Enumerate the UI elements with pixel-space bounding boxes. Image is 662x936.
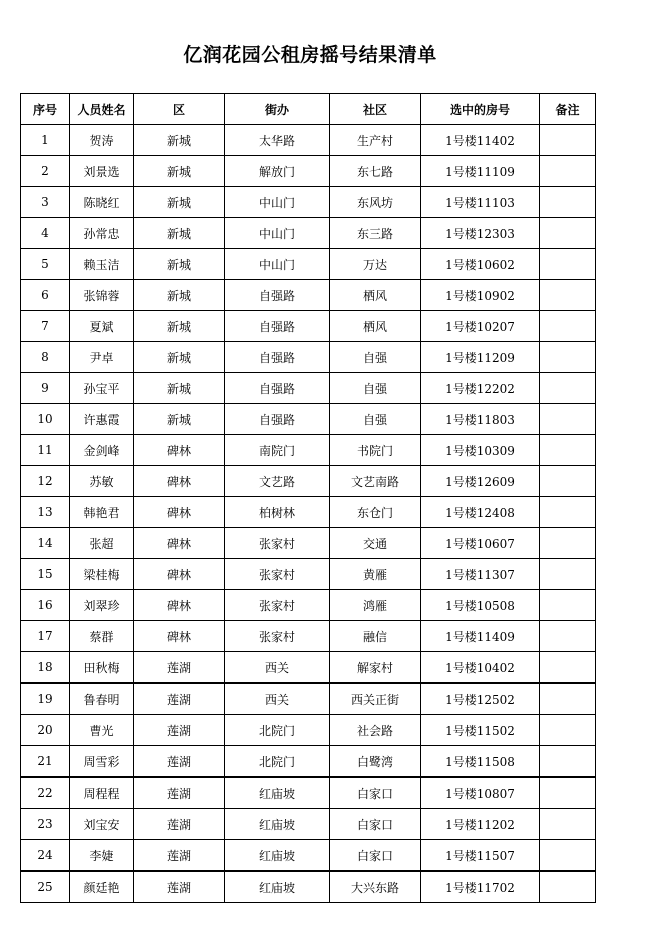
cell-room: 1号楼12502 [421,683,540,715]
cell-name: 颜廷艳 [70,871,134,903]
column-header-room: 选中的房号 [421,94,540,125]
cell-room: 1号楼11507 [421,840,540,872]
cell-name: 周程程 [70,777,134,809]
cell-note [540,528,596,559]
cell-number: 1 [21,125,70,156]
cell-district: 莲湖 [134,777,225,809]
cell-community: 西关正街 [330,683,421,715]
table-row [21,871,596,903]
cell-number: 25 [21,871,70,903]
cell-note [540,342,596,373]
column-header-note: 备注 [540,94,596,125]
cell-name: 蔡群 [70,621,134,652]
table-row [21,187,596,218]
result-table [20,93,596,903]
cell-room: 1号楼12303 [421,218,540,249]
cell-name: 刘宝安 [70,809,134,840]
cell-note [540,621,596,652]
cell-district: 新城 [134,249,225,280]
cell-number: 9 [21,373,70,404]
cell-room: 1号楼11409 [421,621,540,652]
cell-note [540,435,596,466]
cell-note [540,497,596,528]
cell-street: 自强路 [225,280,330,311]
cell-community: 白家口 [330,777,421,809]
cell-community: 黄雁 [330,559,421,590]
cell-name: 李婕 [70,840,134,872]
cell-room: 1号楼10402 [421,652,540,684]
table-row [21,249,596,280]
cell-street: 中山门 [225,187,330,218]
cell-community: 大兴东路 [330,871,421,903]
cell-street: 张家村 [225,559,330,590]
cell-district: 新城 [134,280,225,311]
cell-name: 田秋梅 [70,652,134,684]
cell-community: 栖风 [330,280,421,311]
cell-room: 1号楼11508 [421,746,540,778]
cell-room: 1号楼10207 [421,311,540,342]
cell-name: 刘景选 [70,156,134,187]
cell-district: 新城 [134,342,225,373]
cell-community: 东仓门 [330,497,421,528]
cell-name: 韩艳君 [70,497,134,528]
column-header-number: 序号 [21,94,70,125]
cell-name: 贺涛 [70,125,134,156]
cell-street: 红庙坡 [225,840,330,872]
cell-room: 1号楼11702 [421,871,540,903]
cell-note [540,871,596,903]
cell-district: 碑林 [134,590,225,621]
table-row [21,466,596,497]
cell-community: 白家口 [330,840,421,872]
cell-district: 莲湖 [134,871,225,903]
cell-community: 白家口 [330,809,421,840]
cell-district: 莲湖 [134,746,225,778]
table-row [21,497,596,528]
cell-name: 许惠霞 [70,404,134,435]
table-row [21,809,596,840]
cell-number: 5 [21,249,70,280]
cell-street: 张家村 [225,528,330,559]
cell-community: 自强 [330,342,421,373]
cell-district: 碑林 [134,621,225,652]
cell-community: 东七路 [330,156,421,187]
cell-name: 夏斌 [70,311,134,342]
column-header-community: 社区 [330,94,421,125]
cell-room: 1号楼11103 [421,187,540,218]
cell-number: 10 [21,404,70,435]
cell-street: 柏树林 [225,497,330,528]
cell-number: 15 [21,559,70,590]
cell-street: 西关 [225,652,330,684]
cell-name: 曹光 [70,715,134,746]
cell-street: 太华路 [225,125,330,156]
cell-district: 新城 [134,373,225,404]
cell-number: 21 [21,746,70,778]
cell-community: 社会路 [330,715,421,746]
cell-district: 新城 [134,125,225,156]
cell-name: 孙宝平 [70,373,134,404]
cell-name: 金剑峰 [70,435,134,466]
cell-note [540,249,596,280]
cell-number: 2 [21,156,70,187]
cell-room: 1号楼10807 [421,777,540,809]
cell-name: 周雪彩 [70,746,134,778]
cell-number: 3 [21,187,70,218]
cell-street: 自强路 [225,342,330,373]
cell-name: 梁桂梅 [70,559,134,590]
cell-number: 20 [21,715,70,746]
cell-number: 4 [21,218,70,249]
cell-room: 1号楼11209 [421,342,540,373]
cell-note [540,125,596,156]
cell-street: 自强路 [225,404,330,435]
cell-number: 22 [21,777,70,809]
cell-district: 新城 [134,404,225,435]
table-row [21,683,596,715]
cell-name: 赖玉洁 [70,249,134,280]
cell-name: 张锦蓉 [70,280,134,311]
table-row [21,342,596,373]
cell-note [540,652,596,684]
cell-community: 东三路 [330,218,421,249]
table-row [21,590,596,621]
cell-number: 13 [21,497,70,528]
cell-district: 新城 [134,187,225,218]
cell-room: 1号楼10602 [421,249,540,280]
cell-number: 17 [21,621,70,652]
table-row [21,746,596,778]
cell-note [540,187,596,218]
cell-district: 碑林 [134,497,225,528]
table-row [21,156,596,187]
cell-name: 鲁春明 [70,683,134,715]
cell-district: 莲湖 [134,840,225,872]
cell-room: 1号楼10309 [421,435,540,466]
cell-district: 碑林 [134,435,225,466]
cell-street: 自强路 [225,373,330,404]
cell-community: 文艺南路 [330,466,421,497]
table-row [21,404,596,435]
cell-name: 陈晓红 [70,187,134,218]
cell-note [540,590,596,621]
cell-number: 19 [21,683,70,715]
cell-note [540,559,596,590]
cell-note [540,746,596,778]
table-row [21,311,596,342]
table-row [21,652,596,684]
table-row [21,715,596,746]
cell-number: 23 [21,809,70,840]
cell-number: 18 [21,652,70,684]
table-row [21,777,596,809]
cell-name: 张超 [70,528,134,559]
cell-district: 新城 [134,156,225,187]
cell-room: 1号楼12202 [421,373,540,404]
cell-room: 1号楼11402 [421,125,540,156]
cell-note [540,466,596,497]
cell-note [540,777,596,809]
column-header-street: 街办 [225,94,330,125]
cell-street: 红庙坡 [225,777,330,809]
cell-community: 万达 [330,249,421,280]
cell-number: 12 [21,466,70,497]
cell-note [540,156,596,187]
cell-name: 尹卓 [70,342,134,373]
table-row [21,218,596,249]
column-header-district: 区 [134,94,225,125]
table-row [21,840,596,872]
cell-number: 16 [21,590,70,621]
cell-district: 莲湖 [134,809,225,840]
cell-note [540,809,596,840]
cell-community: 鸿雁 [330,590,421,621]
cell-community: 书院门 [330,435,421,466]
cell-district: 莲湖 [134,683,225,715]
cell-community: 白鹭湾 [330,746,421,778]
cell-street: 张家村 [225,590,330,621]
cell-community: 自强 [330,404,421,435]
cell-street: 南院门 [225,435,330,466]
column-header-name: 人员姓名 [70,94,134,125]
cell-community: 解家村 [330,652,421,684]
table-header-row [21,94,596,125]
cell-note [540,311,596,342]
cell-name: 孙常忠 [70,218,134,249]
table-row [21,435,596,466]
cell-room: 1号楼10508 [421,590,540,621]
cell-note [540,373,596,404]
cell-street: 中山门 [225,249,330,280]
cell-district: 莲湖 [134,652,225,684]
table-row [21,528,596,559]
cell-street: 红庙坡 [225,809,330,840]
cell-district: 碑林 [134,528,225,559]
cell-street: 自强路 [225,311,330,342]
cell-street: 红庙坡 [225,871,330,903]
cell-room: 1号楼11803 [421,404,540,435]
cell-room: 1号楼11202 [421,809,540,840]
table-row [21,621,596,652]
table-row [21,559,596,590]
cell-street: 北院门 [225,715,330,746]
cell-number: 14 [21,528,70,559]
cell-community: 交通 [330,528,421,559]
cell-street: 解放门 [225,156,330,187]
cell-note [540,683,596,715]
cell-room: 1号楼11307 [421,559,540,590]
cell-note [540,404,596,435]
cell-room: 1号楼12609 [421,466,540,497]
cell-room: 1号楼12408 [421,497,540,528]
table-row [21,280,596,311]
cell-name: 刘翠珍 [70,590,134,621]
cell-district: 新城 [134,311,225,342]
cell-street: 文艺路 [225,466,330,497]
cell-name: 苏敏 [70,466,134,497]
cell-community: 自强 [330,373,421,404]
cell-note [540,218,596,249]
cell-community: 东风坊 [330,187,421,218]
cell-street: 中山门 [225,218,330,249]
cell-number: 6 [21,280,70,311]
table-row [21,373,596,404]
cell-street: 张家村 [225,621,330,652]
cell-street: 西关 [225,683,330,715]
cell-note [540,840,596,872]
cell-district: 碑林 [134,466,225,497]
cell-district: 莲湖 [134,715,225,746]
table-row [21,125,596,156]
cell-room: 1号楼10902 [421,280,540,311]
cell-number: 8 [21,342,70,373]
cell-room: 1号楼11109 [421,156,540,187]
table-body [21,125,596,903]
cell-number: 24 [21,840,70,872]
cell-note [540,280,596,311]
cell-number: 7 [21,311,70,342]
cell-note [540,715,596,746]
cell-district: 碑林 [134,559,225,590]
cell-district: 新城 [134,218,225,249]
cell-community: 栖风 [330,311,421,342]
cell-room: 1号楼10607 [421,528,540,559]
cell-room: 1号楼11502 [421,715,540,746]
cell-community: 融信 [330,621,421,652]
cell-community: 生产村 [330,125,421,156]
cell-street: 北院门 [225,746,330,778]
page-title: 亿润花园公租房摇号结果清单 [183,44,437,66]
cell-number: 11 [21,435,70,466]
